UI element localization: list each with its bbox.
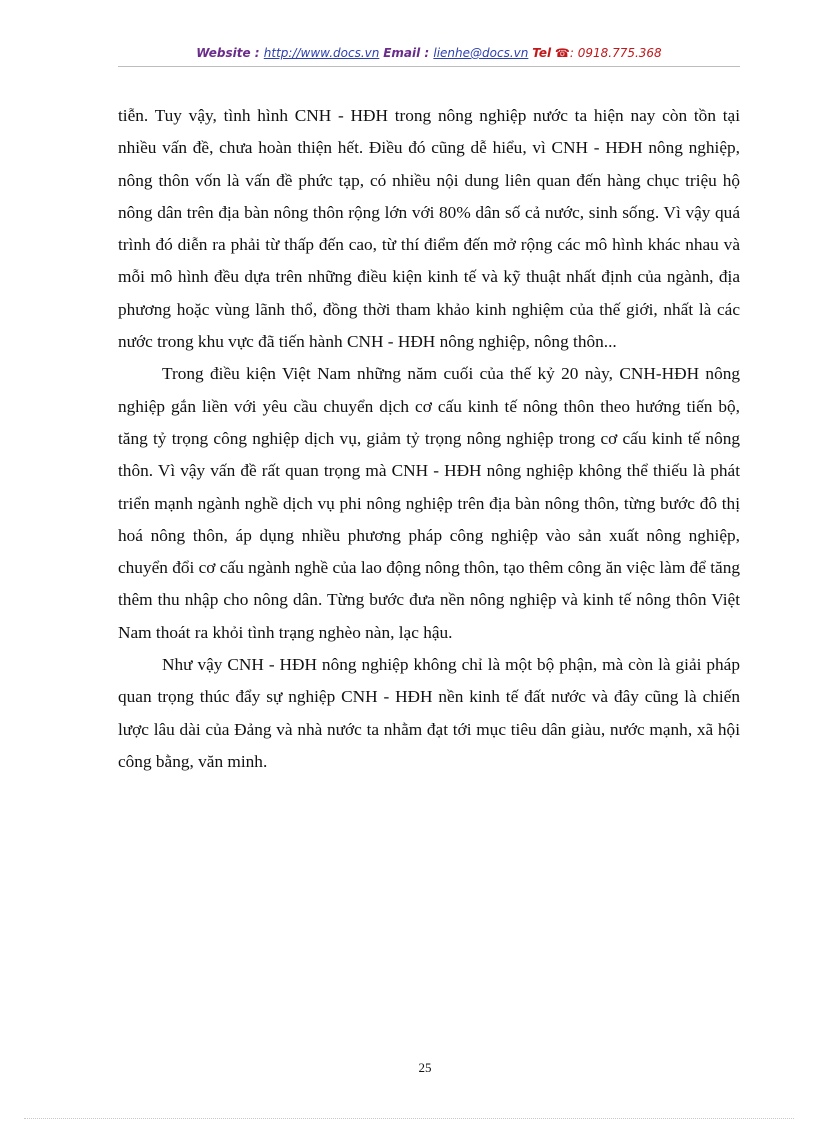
page-number: 25 xyxy=(418,1060,432,1075)
email-separator: : xyxy=(420,46,434,60)
website-link[interactable]: http://www.docs.vn xyxy=(263,46,380,60)
email-link[interactable]: lienhe@docs.vn xyxy=(433,46,529,60)
tel-label: Tel xyxy=(532,46,552,60)
paragraph-2: Trong điều kiện Việt Nam những năm cuối của thế kỷ 20 này, CNH-HĐH nông nghiệp gắn liền với yêu cầu chuyển dịch cơ cấu kinh tế nông thôn theo hướng tiến bộ, tăng tỷ trọng công nghiệp dịch vụ, giảm tỷ trọng nông nghiệp trong cơ cấu kinh tế nông thôn. Vì vậy vấn đề rất quan trọng mà CNH - HĐH nông nghiệp không thể thiếu là phát triển mạnh ngành nghề dịch vụ phi nông nghiệp trên địa bàn nông thôn, từng bước đô thị hoá nông thôn, áp dụng nhiều phương pháp công nghiệp vào sản xuất nông nghiệp, chuyển đổi cơ cấu ngành nghề của lao động nông thôn, tạo thêm công ăn việc làm để tăng thêm thu nhập cho nông dân. Từng bước đưa nền nông nghiệp và kinh tế nông thôn Việt Nam thoát ra khỏi tình trạng nghèo nàn, lạc hậu. xyxy=(118,364,740,642)
website-separator: : xyxy=(250,46,264,60)
paragraph-3: Như vậy CNH - HĐH nông nghiệp không chỉ là một bộ phận, mà còn là giải pháp quan trọng thúc đẩy sự nghiệp CNH - HĐH nền kinh tế đất nước và đây cũng là chiến lược lâu dài của Đảng và nhà nước ta nhằm đạt tới mục tiêu dân giàu, nước mạnh, xã hội công bằng, văn minh. xyxy=(118,655,740,771)
document-body xyxy=(118,100,740,778)
page-bottom-divider xyxy=(24,1118,794,1119)
tel-value: 0918.775.368 xyxy=(577,46,662,60)
email-label: Email xyxy=(383,46,421,60)
page-header xyxy=(118,46,740,67)
tel-separator: : xyxy=(569,46,578,60)
phone-icon: ☎ xyxy=(554,46,570,60)
paragraph-1: tiễn. Tuy vậy, tình hình CNH - HĐH trong nông nghiệp nước ta hiện nay còn tồn tại nhiều vấn đề, chưa hoàn thiện hết. Điều đó cũng dễ hiểu, vì CNH - HĐH nông nghiệp, nông thôn vốn là vấn đề phức tạp, có nhiều nội dung liên quan đến hàng chục triệu hộ nông dân trên địa bàn nông thôn rộng lớn với 80% dân số cả nước, sinh sống. Vì vậy quá trình đó diễn ra phải từ thấp đến cao, từ thí điểm đến mở rộng các mô hình khác nhau và mỗi mô hình đều dựa trên những điều kiện kinh tế và kỹ thuật nhất định của ngành, địa phương hoặc vùng lãnh thổ, đồng thời tham khảo kinh nghiệm của thế giới, nhất là các nước trong khu vực đã tiến hành CNH - HĐH nông nghiệp, nông thôn... xyxy=(118,106,740,352)
website-label: Website xyxy=(196,46,251,60)
